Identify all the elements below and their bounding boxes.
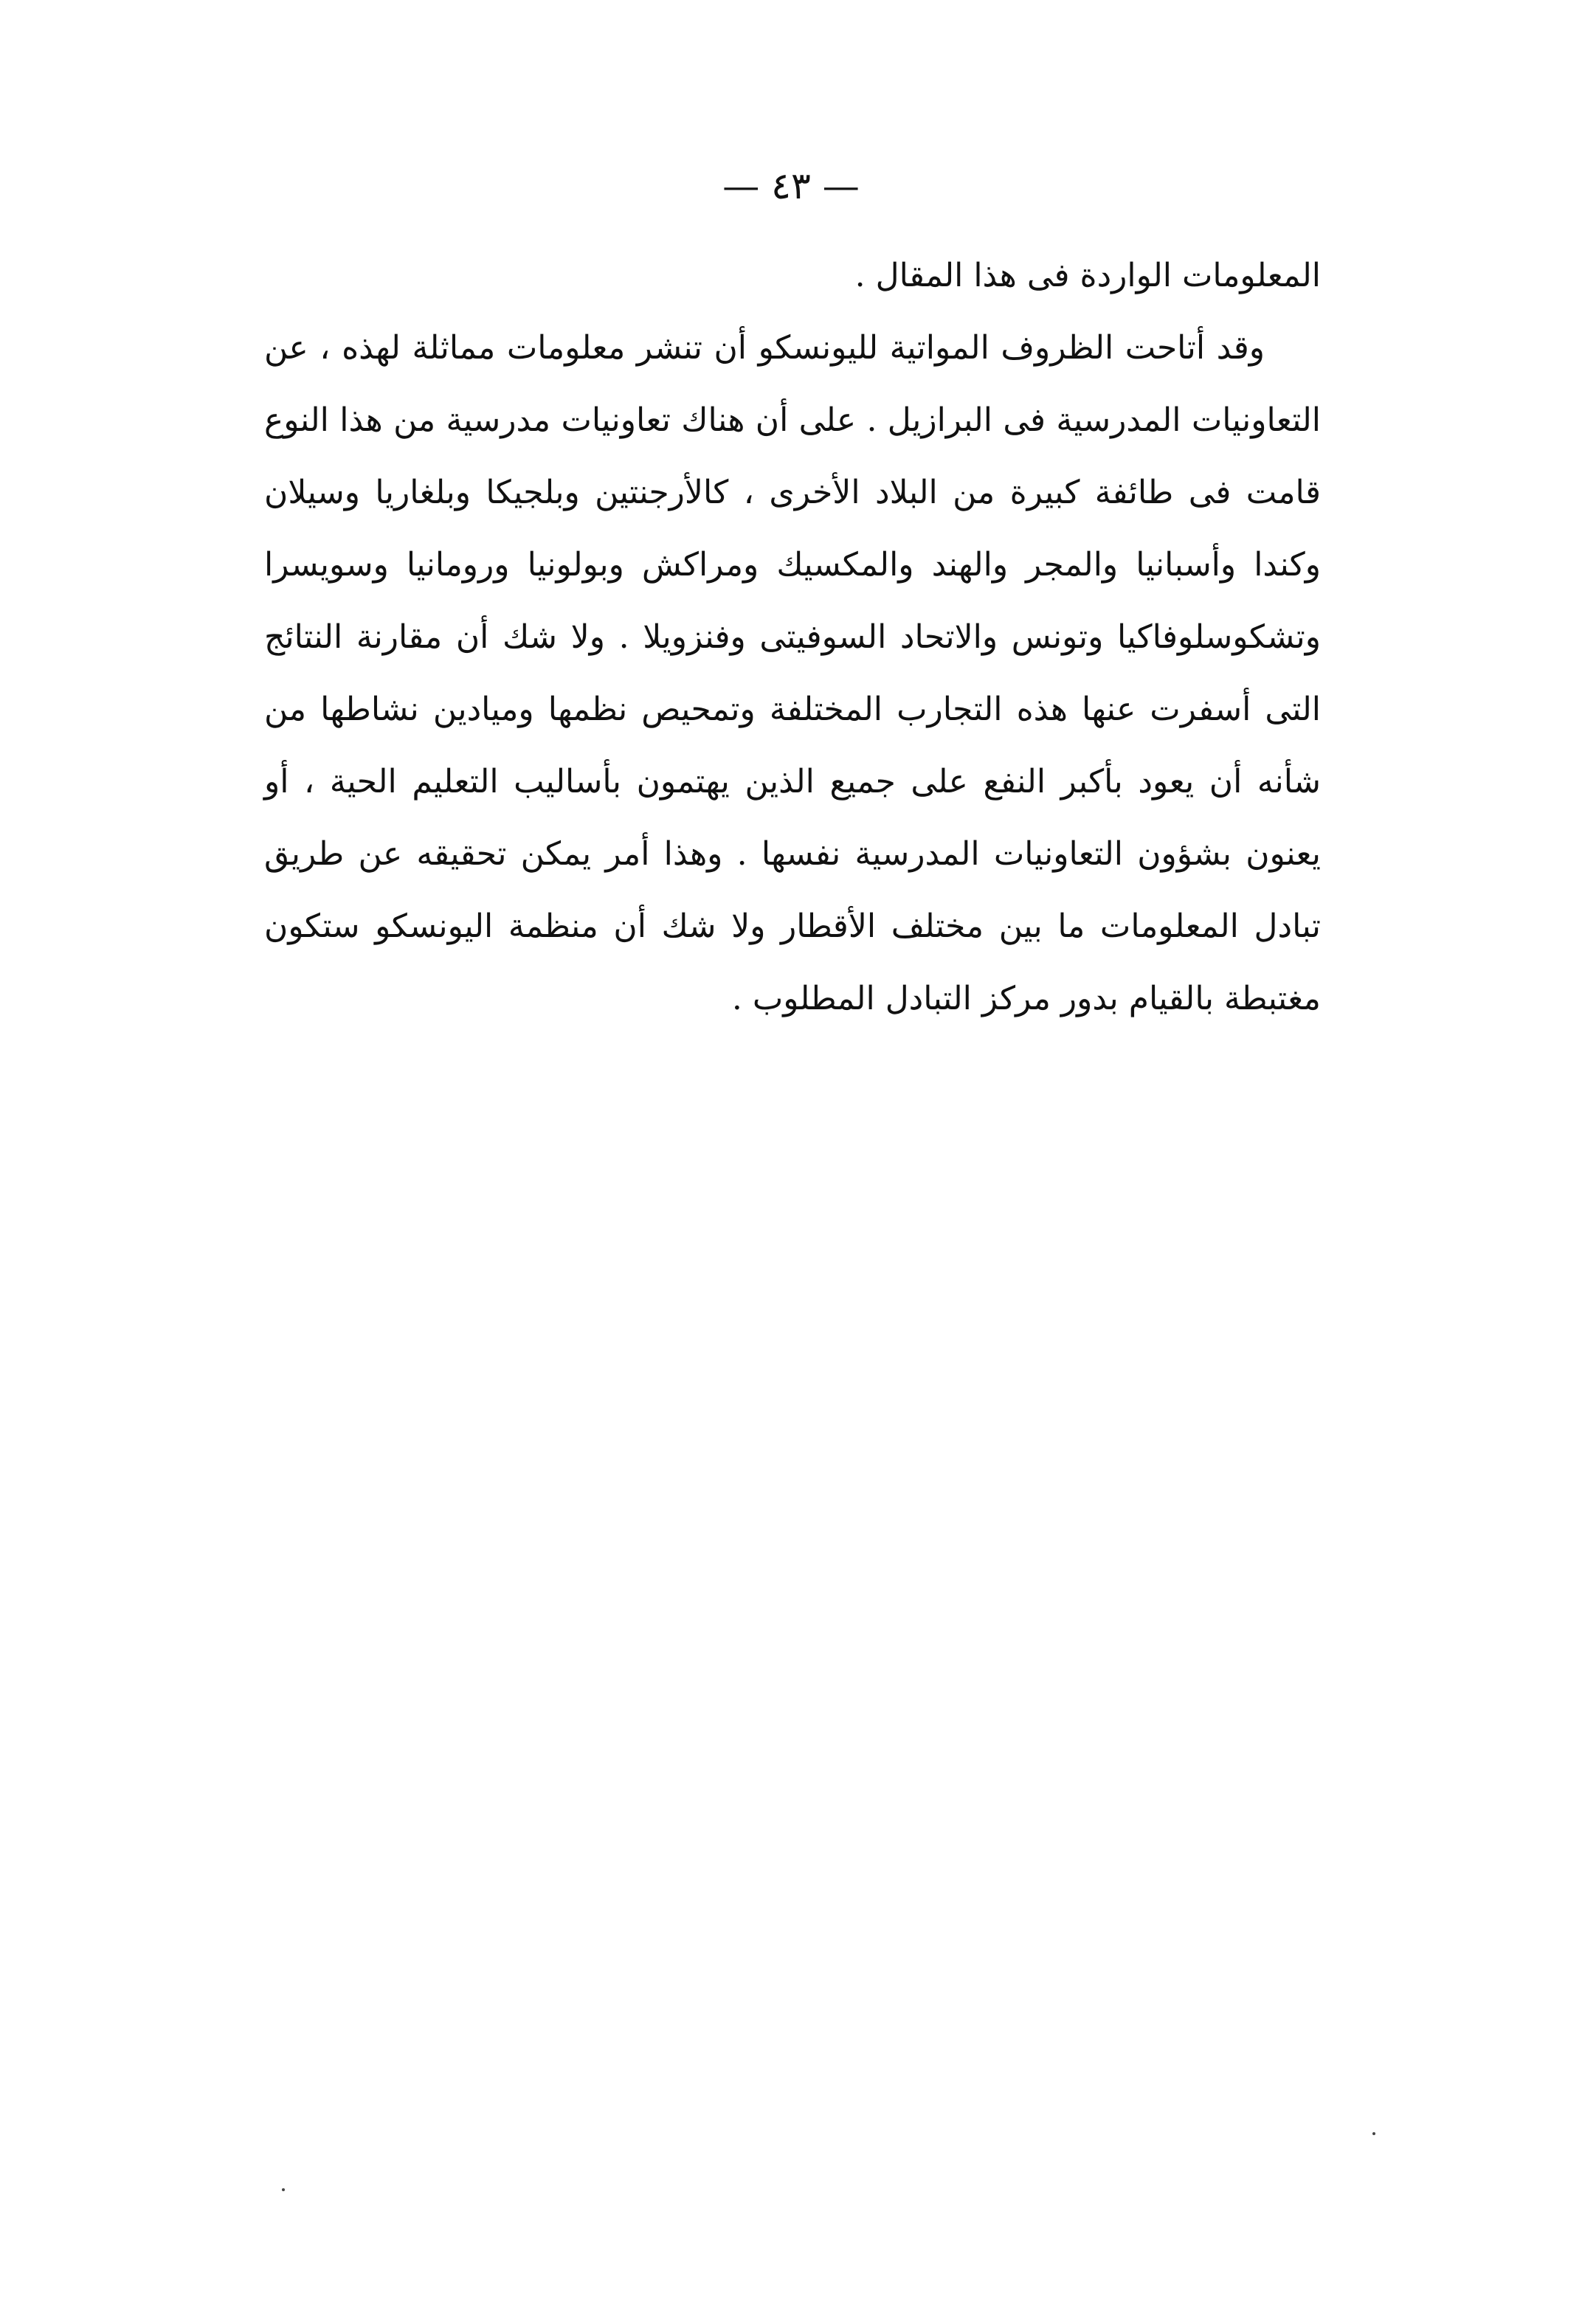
paragraph-continuation: المعلومات الواردة فى هذا المقال . xyxy=(854,257,1321,294)
scan-speck xyxy=(282,2188,285,2191)
paragraph-main: وقد أتاحت الظروف المواتية لليونسكو أن تنشر معلومات مماثلة لهذه ، عن التعاونيات المدرسية فى البرازيل . على أن هناك تعاونيات مدرسية من هذا النوع قامت فى طائفة كبيرة من البلاد الأخرى ، كالأرجنتين وبلجيكا وبلغاريا وسيلان وكندا وأسبانيا والمجر والهند والمكسيك ومراكش وبولونيا ورومانيا وسويسرا وتشكوسلوفاكيا وتونس والاتحاد السوفيتى وفنزويلا . ولا شك أن مقارنة النتائج التى أسفرت عنها هذه التجارب المختلفة وتمحيص نظمها وميادين نشاطها من شأنه أن يعود بأكبر النفع على جميع الذين يهتمون بأساليب التعليم الحية ، أو يعنون بشؤون التعاونيات المدرسية نفسها . وهذا أمر يمكن تحقيقه عن طريق تبادل المعلومات ما بين مختلف الأقطار ولا شك أن منظمة اليونسكو ستكون مغتبطة بالقيام بدور مركز التبادل المطلوب . xyxy=(264,329,1321,1017)
scan-speck xyxy=(1372,2132,1375,2135)
body-text xyxy=(264,240,1321,1035)
page-number: — ٤٣ — xyxy=(722,165,860,207)
